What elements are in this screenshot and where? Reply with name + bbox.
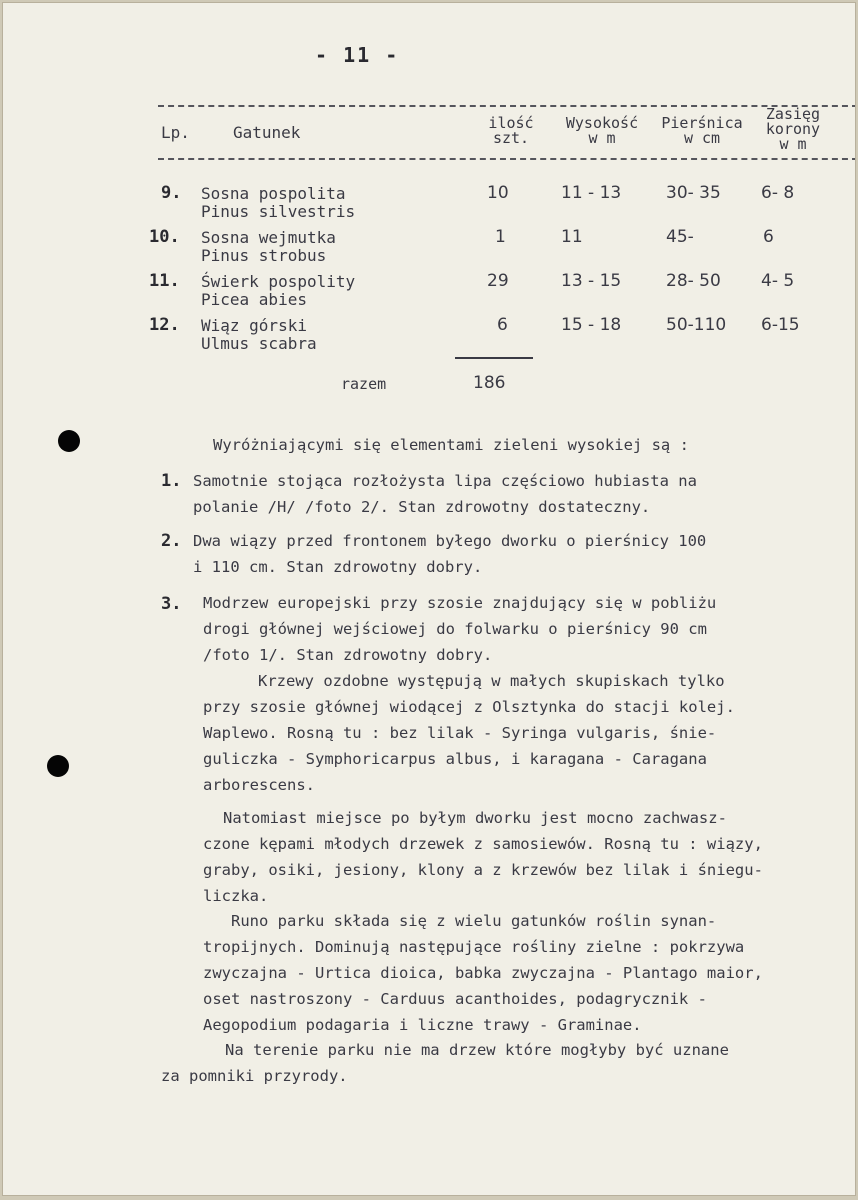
row-lp: 12. <box>149 315 180 335</box>
row-zasieg: 6 <box>763 227 774 247</box>
item-number: 2. <box>161 531 182 551</box>
item-number: 3. <box>161 594 182 614</box>
item-text: Modrzew europejski przy szosie znajdujący się w pobliżu drogi głównej wejściowej do folwarku o pierśnicy 90 cm /foto 1/. Stan zdrowotny dobry. <box>203 594 717 664</box>
row-species: Wiąz górski Ulmus scabra <box>201 316 317 353</box>
row-zasieg: 6-15 <box>761 315 800 335</box>
row-lp: 10. <box>149 227 180 247</box>
paragraph-monuments: Na terenie parku nie ma drzew które mogłyby być uznane za pomniki przyrody. <box>161 1041 729 1085</box>
row-wysokosc: 11 - 13 <box>561 183 622 203</box>
row-species: Świerk pospolity Picea abies <box>201 272 356 309</box>
row-species: Sosna pospolita Pinus silvestris <box>201 184 356 221</box>
row-wysokosc: 15 - 18 <box>561 315 622 335</box>
row-piersnica: 30- 35 <box>666 183 721 203</box>
row-ilosc: 1 <box>495 227 506 247</box>
table-top-rule <box>158 105 856 107</box>
header-gatunek: Gatunek <box>233 123 301 142</box>
paragraph-manor: Natomiast miejsce po byłym dworku jest mocno zachwasz- czone kępami młodych drzewek z samosiewów. Rosną tu : wiązy, graby, osiki, jesiony, klony a z krzewów bez lilak i śniegu- liczka. <box>203 809 763 905</box>
paragraph-shrubs: Krzewy ozdobne występują w małych skupiskach tylko przy szosie głównej wiodącej z Olsztynka do stacji kolej. Waplewo. Rosną tu : bez lilak - Syringa vulgaris, śnie- guliczka - Symphoricarpus albus, i karagana - Caragana arborescens. <box>203 672 735 794</box>
header-piersnica: Pierśnica w cm <box>661 114 743 147</box>
row-piersnica: 28- 50 <box>666 271 721 291</box>
row-zasieg: 4- 5 <box>761 271 795 291</box>
table-header-rule <box>158 158 856 160</box>
row-ilosc: 6 <box>497 315 508 335</box>
row-lp: 9. <box>161 183 182 203</box>
total-label: razem <box>341 375 387 393</box>
header-lp: Lp. <box>161 123 190 142</box>
punch-hole <box>47 755 69 777</box>
paragraph-undergrowth: Runo parku składa się z wielu gatunków roślin synan- tropijnych. Dominują następujące rośliny zielne : pokrzywa zwyczajna - Urtica dioica, babka zwyczajna - Plantago maior, oset nastroszony - Carduus acanthoides, podagrycznik - Aegopodium podagaria i liczne trawy - Graminae. <box>203 912 763 1034</box>
header-wysokosc: Wysokość w m <box>565 114 639 147</box>
row-piersnica: 45- <box>666 227 694 247</box>
item-text: Dwa wiązy przed frontonem byłego dworku o pierśnicy 100 i 110 cm. Stan zdrowotny dobry. <box>193 532 707 576</box>
item-number: 1. <box>161 471 182 491</box>
page-number: - 11 - <box>315 43 400 67</box>
document-page <box>2 2 856 1196</box>
row-piersnica: 50-110 <box>666 315 727 335</box>
header-zasieg: Zasięg korony w m <box>765 105 821 153</box>
row-zasieg: 6- 8 <box>761 183 795 203</box>
row-wysokosc: 11 <box>561 227 583 247</box>
row-wysokosc: 13 - 15 <box>561 271 622 291</box>
punch-hole <box>58 430 80 452</box>
total-rule <box>455 357 533 359</box>
row-species: Sosna wejmutka Pinus strobus <box>201 228 336 265</box>
header-ilosc: ilość szt. <box>488 114 534 147</box>
total-value: 186 <box>473 373 506 393</box>
item-text: Samotnie stojąca rozłożysta lipa częściowo hubiasta na polanie /H/ /foto 2/. Stan zdrowotny dostateczny. <box>193 472 697 516</box>
intro-line: Wyróżniającymi się elementami zieleni wysokiej są : <box>213 436 689 454</box>
row-ilosc: 10 <box>487 183 509 203</box>
row-lp: 11. <box>149 271 180 291</box>
row-ilosc: 29 <box>487 271 509 291</box>
